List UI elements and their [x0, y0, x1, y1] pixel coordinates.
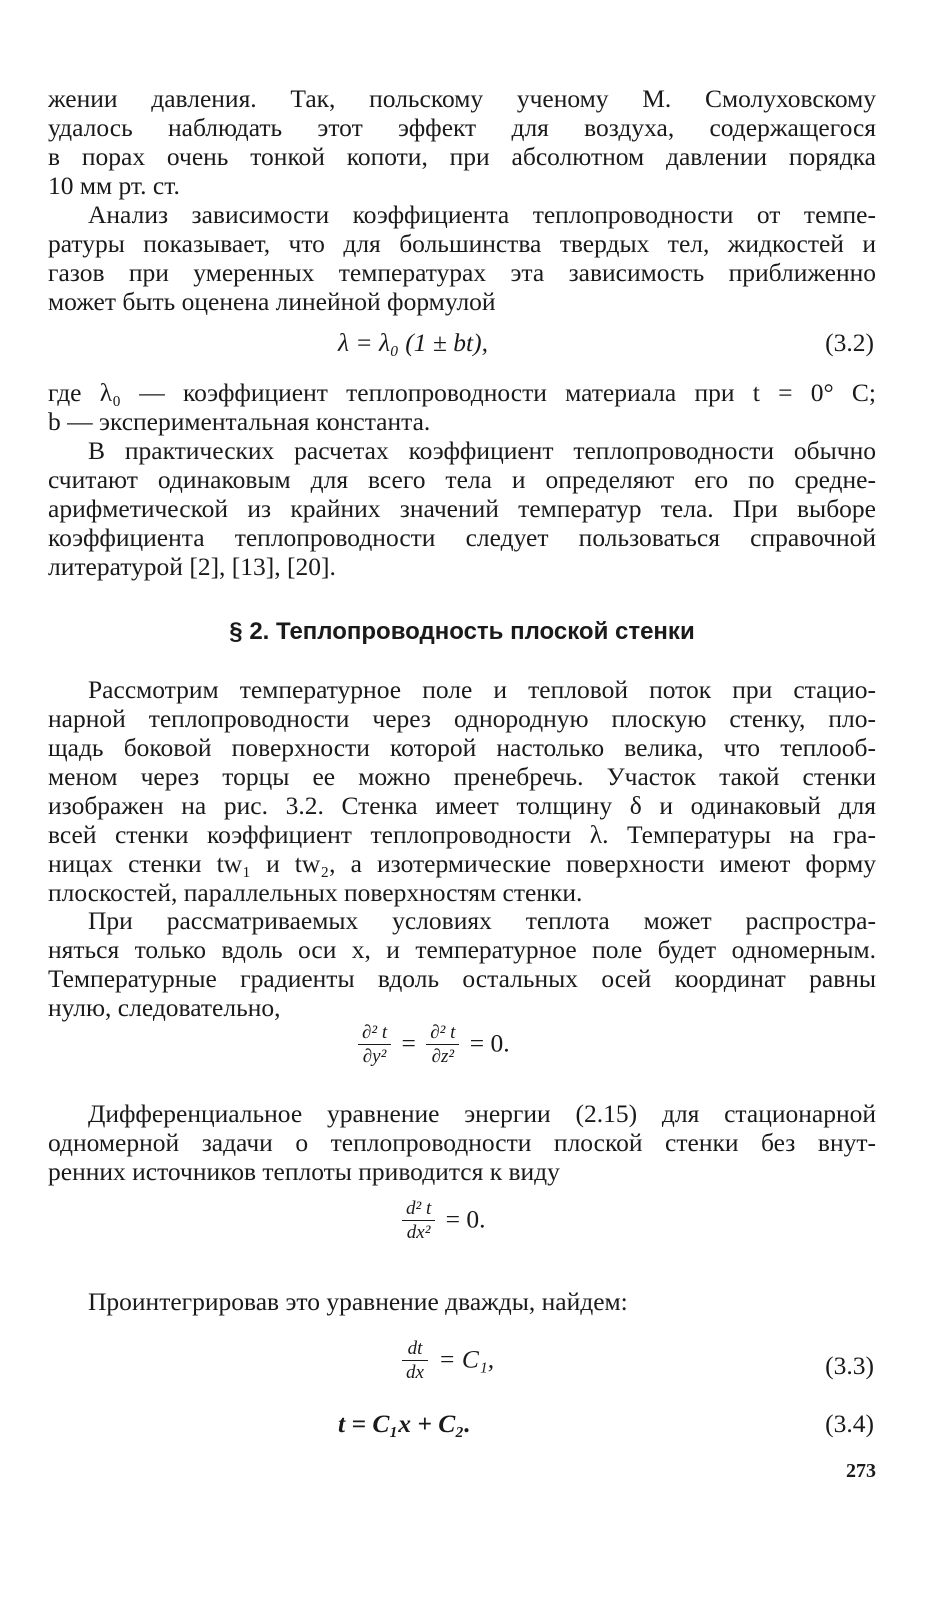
equation-tail: = C₁, [438, 1344, 495, 1374]
text-line: жении давления. Так, польскому ученому М. Смолуховскому [48, 84, 876, 113]
text-line: одномерной задачи о теплопроводности плоской стенки без внут- [48, 1128, 876, 1157]
equation-body: λ = λ₀ (1 ± bt), [338, 328, 488, 357]
section-heading: § 2. Теплопроводность плоской стенки [229, 618, 695, 645]
equation-gradients-zero [48, 1022, 876, 1084]
fraction [358, 1022, 391, 1069]
equation-second-derivative [48, 1198, 876, 1260]
paragraph-6 [48, 906, 876, 1022]
equation-number: (3.4) [825, 1409, 874, 1438]
fraction-numerator: d² t [402, 1198, 435, 1221]
equation-tail: = 0. [469, 1028, 510, 1058]
text-line: Рассмотрим температурное поле и тепловой поток при стацио- [88, 675, 876, 704]
fraction [426, 1022, 459, 1069]
fraction-numerator: dt [402, 1338, 428, 1361]
fraction-denominator: dx [406, 1362, 424, 1383]
text-line: В практических расчетах коэффициент теплопроводности обычно [88, 436, 876, 465]
fraction [402, 1198, 435, 1245]
paragraph-7 [48, 1099, 876, 1186]
fraction-numerator: ∂² t [426, 1022, 459, 1045]
text-line: ренних источников теплоты приводится к виду [48, 1157, 560, 1186]
text-line: щадь боковой поверхности которой настолько велика, что теплооб- [48, 733, 876, 762]
text-line: всей стенки коэффициент теплопроводности λ. Температуры на гра- [48, 820, 876, 849]
fraction-denominator: dx² [406, 1222, 431, 1243]
paragraph-2 [48, 200, 876, 316]
text-line: удалось наблюдать этот эффект для воздуха, содержащегося [48, 113, 876, 142]
text-line: изображен на рис. 3.2. Стенка имеет толщину δ и одинаковый для [48, 791, 876, 820]
text-line: Проинтегрировав это уравнение дважды, найдем: [88, 1287, 628, 1316]
equation-3-3 [48, 1338, 876, 1400]
paragraph-8 [48, 1287, 876, 1316]
equation-number: (3.3) [825, 1351, 874, 1380]
text-line: Анализ зависимости коэффициента теплопроводности от темпе- [88, 200, 876, 229]
text-line: газов при умеренных температурах эта зависимость приближенно [48, 258, 876, 287]
text-line: литературой [2], [13], [20]. [48, 552, 336, 581]
text-line: нарной теплопроводности через однородную плоскую стенку, пло- [48, 704, 876, 733]
equation-number: (3.2) [825, 328, 874, 357]
text-line: плоскостей, параллельных поверхностям стенки. [48, 878, 583, 907]
text-line: коэффициента теплопроводности следует пользоваться справочной [48, 523, 876, 552]
text-line: Дифференциальное уравнение энергии (2.15) для стационарной [88, 1099, 876, 1128]
text-line: ратуры показывает, что для большинства твердых тел, жидкостей и [48, 229, 876, 258]
fraction [402, 1338, 428, 1385]
equation-3-4 [48, 1409, 876, 1445]
paragraph-1 [48, 84, 876, 200]
text-line: 10 мм рт. ст. [48, 171, 180, 200]
fraction-denominator: ∂y² [362, 1046, 387, 1067]
page-number: 273 [846, 1460, 876, 1482]
text-line: считают одинаковым для всего тела и определяют его по средне- [48, 465, 876, 494]
text-line: b — экспериментальная константа. [48, 407, 431, 436]
text-line: нулю, следовательно, [48, 993, 281, 1022]
text-line: где λ₀ — коэффициент теплопроводности материала при t = 0° С; [48, 378, 876, 407]
equation-tail: = 0. [445, 1204, 486, 1234]
text-line: ницах стенки tw₁ и tw₂, а изотермические поверхности имеют форму [48, 849, 876, 878]
equation-body: t = C₁x + C₂. [338, 1409, 471, 1438]
text-line: При рассматриваемых условиях теплота может распростра- [88, 906, 876, 935]
equals-sign: = [401, 1028, 416, 1058]
text-line: Температурные градиенты вдоль остальных осей координат равны [48, 964, 876, 993]
text-line: может быть оценена линейной формулой [48, 287, 496, 316]
paragraph-4 [48, 436, 876, 581]
text-line: в порах очень тонкой копоти, при абсолютном давлении порядка [48, 142, 876, 171]
paragraph-3 [48, 378, 876, 436]
paragraph-5 [48, 675, 876, 907]
fraction-numerator: ∂² t [358, 1022, 391, 1045]
fraction-denominator: ∂z² [431, 1046, 455, 1067]
equation-3-2 [48, 326, 876, 362]
text-line: арифметической из крайних значений температур тела. При выборе [48, 494, 876, 523]
text-line: няться только вдоль оси x, и температурное поле будет одномерным. [48, 935, 876, 964]
text-line: меном через торцы ее можно пренебречь. Участок такой стенки [48, 762, 876, 791]
